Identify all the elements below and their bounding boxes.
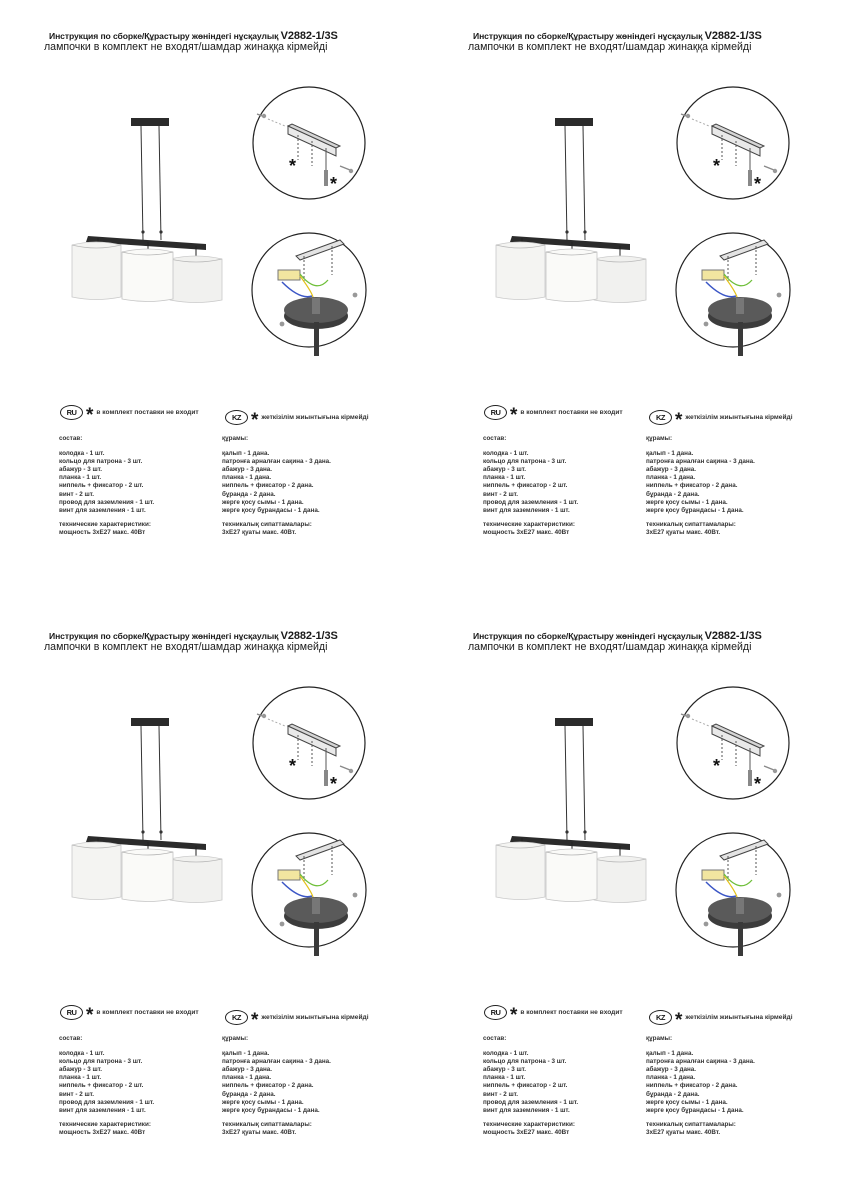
instruction-panel-1 — [0, 0, 424, 600]
ru-note-row — [484, 1004, 623, 1026]
ru-parts-list — [59, 1035, 154, 1137]
instruction-subtitle: лампочки в комплект не входят/шамдар жинаққа кірмейді — [44, 641, 328, 653]
asterisk-mark: * — [86, 405, 94, 426]
kz-spec-value: 3хЕ27 қуаты макс. 40Вт. — [222, 528, 297, 536]
ru-parts-list — [483, 1035, 578, 1137]
list-item: абажур - 3 дана. — [646, 1066, 697, 1074]
chandelier-illustration — [72, 118, 222, 303]
asterisk-mark: * — [289, 756, 297, 776]
kz-spec-heading: техникалық сипаттамалары: — [646, 520, 736, 528]
list-item: абажур - 3 дана. — [646, 466, 697, 474]
assembly-illustration — [424, 0, 848, 400]
list-item: жерге қосу бұрандасы - 1 дана. — [646, 1106, 744, 1114]
ru-badge-icon: RU — [60, 1005, 83, 1020]
list-item: провод для заземления - 1 шт. — [59, 498, 155, 506]
model-number: V2882-1/3S — [280, 30, 338, 42]
kz-parts-list — [222, 435, 331, 537]
list-item: кольцо для патрона - 3 шт. — [59, 458, 143, 466]
assembly-illustration — [424, 600, 848, 1000]
title-text: Инструкция по сборке/Құрастыру жөніндегі нұсқаулық — [49, 31, 279, 41]
instruction-panel-4 — [424, 600, 848, 1200]
list-item: жерге қосу сымы - 1 дана. — [646, 498, 728, 506]
asterisk-mark: * — [510, 405, 518, 426]
list-item: винт для заземления - 1 шт. — [483, 1106, 570, 1114]
ru-spec-value: мощность 3xE27 макс. 40Вт — [59, 1128, 146, 1136]
mounting-bracket-detail — [253, 687, 365, 799]
list-item: колодка - 1 шт. — [483, 1050, 529, 1058]
list-item: кольцо для патрона - 3 шт. — [483, 458, 567, 466]
canopy-wiring-detail — [252, 233, 366, 356]
ru-heading: состав: — [483, 1035, 507, 1042]
kz-spec-heading: техникалық сипаттамалары: — [222, 1120, 312, 1128]
ru-note: в комплект поставки не входит — [96, 409, 199, 416]
list-item: провод для заземления - 1 шт. — [59, 1098, 155, 1106]
list-item: планка - 1 шт. — [59, 474, 102, 482]
mounting-bracket-detail — [253, 87, 365, 199]
canopy-wiring-detail — [252, 833, 366, 956]
list-item: жерге қосу сымы - 1 дана. — [646, 1098, 728, 1106]
kz-heading: құрамы: — [646, 1035, 673, 1042]
list-item: бұранда - 2 дана. — [646, 490, 700, 498]
ru-badge-icon: RU — [484, 405, 507, 420]
list-item: абажур - 3 дана. — [222, 466, 273, 474]
instruction-panel-2 — [424, 0, 848, 600]
list-item: жерге қосу сымы - 1 дана. — [222, 1098, 304, 1106]
list-item: винт - 2 шт. — [483, 1090, 519, 1098]
ru-note: в комплект поставки не входит — [520, 1009, 623, 1016]
list-item: қалып - 1 дана. — [222, 1050, 270, 1058]
list-item: ниппель + фиксатор - 2 дана. — [646, 482, 738, 490]
list-item: бұранда - 2 дана. — [646, 1090, 700, 1098]
ru-note-row — [60, 404, 199, 426]
kz-note: жеткізілім жиынтығына кірмейді — [261, 414, 369, 421]
list-item: винт для заземления - 1 шт. — [59, 1106, 146, 1114]
mounting-bracket-detail — [677, 87, 789, 199]
list-item: планка - 1 шт. — [59, 1074, 102, 1082]
list-item: абажур - 3 шт. — [59, 466, 102, 474]
mounting-bracket-detail — [677, 687, 789, 799]
ru-spec-heading: технические характеристики: — [483, 1120, 575, 1128]
list-item: планка - 1 дана. — [646, 1074, 696, 1082]
list-item: жерге қосу бұрандасы - 1 дана. — [222, 1106, 320, 1114]
title-text: Инструкция по сборке/Құрастыру жөніндегі нұсқаулық — [49, 631, 279, 641]
list-item: винт - 2 шт. — [483, 490, 519, 498]
assembly-illustration — [0, 600, 424, 1000]
ru-spec-value: мощность 3xE27 макс. 40Вт — [483, 1128, 570, 1136]
ru-note-row — [484, 404, 623, 426]
model-number: V2882-1/3S — [704, 30, 762, 42]
list-item: винт - 2 шт. — [59, 1090, 95, 1098]
list-item: патронға арналған сақина - 3 дана. — [222, 1058, 331, 1066]
kz-note-row — [649, 409, 793, 431]
list-item: ниппель + фиксатор - 2 дана. — [222, 1082, 314, 1090]
list-item: жерге қосу бұрандасы - 1 дана. — [646, 506, 744, 514]
list-item: патронға арналған сақина - 3 дана. — [646, 1058, 755, 1066]
kz-note: жеткізілім жиынтығына кірмейді — [261, 1014, 369, 1021]
kz-spec-heading: техникалық сипаттамалары: — [222, 520, 312, 528]
kz-note-row — [649, 1009, 793, 1031]
asterisk-mark: * — [251, 1010, 259, 1031]
asterisk-mark: * — [86, 1005, 94, 1026]
kz-heading: құрамы: — [646, 435, 673, 442]
kz-parts-list — [646, 1035, 755, 1137]
asterisk-mark: * — [713, 756, 721, 776]
asterisk-mark: * — [675, 410, 683, 431]
ru-badge-icon: RU — [60, 405, 83, 420]
kz-note: жеткізілім жиынтығына кірмейді — [685, 414, 793, 421]
kz-badge-icon: KZ — [225, 1010, 248, 1025]
list-item: провод для заземления - 1 шт. — [483, 498, 579, 506]
asterisk-mark: * — [754, 774, 762, 794]
kz-parts-list — [222, 1035, 331, 1137]
asterisk-mark: * — [330, 174, 338, 194]
kz-spec-value: 3хЕ27 қуаты макс. 40Вт. — [646, 528, 721, 536]
list-item: ниппель + фиксатор - 2 шт. — [483, 482, 568, 490]
ru-badge-icon: RU — [484, 1005, 507, 1020]
ru-spec-heading: технические характеристики: — [59, 520, 151, 528]
chandelier-illustration — [72, 718, 222, 903]
list-item: колодка - 1 шт. — [483, 450, 529, 458]
list-item: планка - 1 дана. — [222, 1074, 272, 1082]
instruction-panel-3 — [0, 600, 424, 1200]
kz-note-row — [225, 409, 369, 431]
canopy-wiring-detail — [676, 833, 790, 956]
canopy-wiring-detail — [676, 233, 790, 356]
chandelier-illustration — [496, 118, 646, 303]
kz-parts-list — [646, 435, 755, 537]
ru-spec-heading: технические характеристики: — [59, 1120, 151, 1128]
model-number: V2882-1/3S — [704, 630, 762, 642]
kz-badge-icon: KZ — [649, 1010, 672, 1025]
asterisk-mark: * — [330, 774, 338, 794]
list-item: бұранда - 2 дана. — [222, 1090, 276, 1098]
ru-heading: состав: — [59, 1035, 83, 1042]
list-item: провод для заземления - 1 шт. — [483, 1098, 579, 1106]
asterisk-mark: * — [675, 1010, 683, 1031]
list-item: ниппель + фиксатор - 2 дана. — [646, 1082, 738, 1090]
list-item: колодка - 1 шт. — [59, 1050, 105, 1058]
list-item: жерге қосу бұрандасы - 1 дана. — [222, 506, 320, 514]
list-item: жерге қосу сымы - 1 дана. — [222, 498, 304, 506]
instruction-subtitle: лампочки в комплект не входят/шамдар жинаққа кірмейді — [468, 41, 752, 53]
list-item: колодка - 1 шт. — [59, 450, 105, 458]
ru-spec-value: мощность 3xE27 макс. 40Вт — [59, 528, 146, 536]
list-item: абажур - 3 шт. — [483, 1066, 526, 1074]
ru-heading: состав: — [59, 435, 83, 442]
kz-heading: құрамы: — [222, 1035, 249, 1042]
asterisk-mark: * — [713, 156, 721, 176]
assembly-illustration — [0, 0, 424, 400]
ru-note: в комплект поставки не входит — [96, 1009, 199, 1016]
list-item: кольцо для патрона - 3 шт. — [483, 1058, 567, 1066]
list-item: винт - 2 шт. — [59, 490, 95, 498]
ru-spec-heading: технические характеристики: — [483, 520, 575, 528]
kz-note: жеткізілім жиынтығына кірмейді — [685, 1014, 793, 1021]
title-text: Инструкция по сборке/Құрастыру жөніндегі нұсқаулық — [473, 31, 703, 41]
list-item: планка - 1 шт. — [483, 474, 526, 482]
list-item: қалып - 1 дана. — [646, 1050, 694, 1058]
list-item: планка - 1 шт. — [483, 1074, 526, 1082]
list-item: ниппель + фиксатор - 2 шт. — [483, 1082, 568, 1090]
list-item: абажур - 3 шт. — [483, 466, 526, 474]
ru-parts-list — [483, 435, 578, 537]
ru-note: в комплект поставки не входит — [520, 409, 623, 416]
list-item: қалып - 1 дана. — [646, 450, 694, 458]
ru-spec-value: мощность 3xE27 макс. 40Вт — [483, 528, 570, 536]
ru-heading: состав: — [483, 435, 507, 442]
list-item: планка - 1 дана. — [646, 474, 696, 482]
list-item: кольцо для патрона - 3 шт. — [59, 1058, 143, 1066]
kz-note-row — [225, 1009, 369, 1031]
list-item: абажур - 3 дана. — [222, 1066, 273, 1074]
list-item: патронға арналған сақина - 3 дана. — [646, 458, 755, 466]
instruction-subtitle: лампочки в комплект не входят/шамдар жинаққа кірмейді — [44, 41, 328, 53]
list-item: винт для заземления - 1 шт. — [59, 506, 146, 514]
list-item: бұранда - 2 дана. — [222, 490, 276, 498]
kz-badge-icon: KZ — [649, 410, 672, 425]
asterisk-mark: * — [754, 174, 762, 194]
list-item: ниппель + фиксатор - 2 шт. — [59, 1082, 144, 1090]
model-number: V2882-1/3S — [280, 630, 338, 642]
list-item: қалып - 1 дана. — [222, 450, 270, 458]
kz-heading: құрамы: — [222, 435, 249, 442]
kz-spec-heading: техникалық сипаттамалары: — [646, 1120, 736, 1128]
list-item: планка - 1 дана. — [222, 474, 272, 482]
list-item: ниппель + фиксатор - 2 дана. — [222, 482, 314, 490]
chandelier-illustration — [496, 718, 646, 903]
list-item: ниппель + фиксатор - 2 шт. — [59, 482, 144, 490]
kz-spec-value: 3хЕ27 қуаты макс. 40Вт. — [222, 1128, 297, 1136]
kz-spec-value: 3хЕ27 қуаты макс. 40Вт. — [646, 1128, 721, 1136]
instruction-subtitle: лампочки в комплект не входят/шамдар жинаққа кірмейді — [468, 641, 752, 653]
list-item: винт для заземления - 1 шт. — [483, 506, 570, 514]
ru-parts-list — [59, 435, 154, 537]
list-item: абажур - 3 шт. — [59, 1066, 102, 1074]
list-item: патронға арналған сақина - 3 дана. — [222, 458, 331, 466]
kz-badge-icon: KZ — [225, 410, 248, 425]
ru-note-row — [60, 1004, 199, 1026]
asterisk-mark: * — [289, 156, 297, 176]
asterisk-mark: * — [510, 1005, 518, 1026]
title-text: Инструкция по сборке/Құрастыру жөніндегі нұсқаулық — [473, 631, 703, 641]
asterisk-mark: * — [251, 410, 259, 431]
